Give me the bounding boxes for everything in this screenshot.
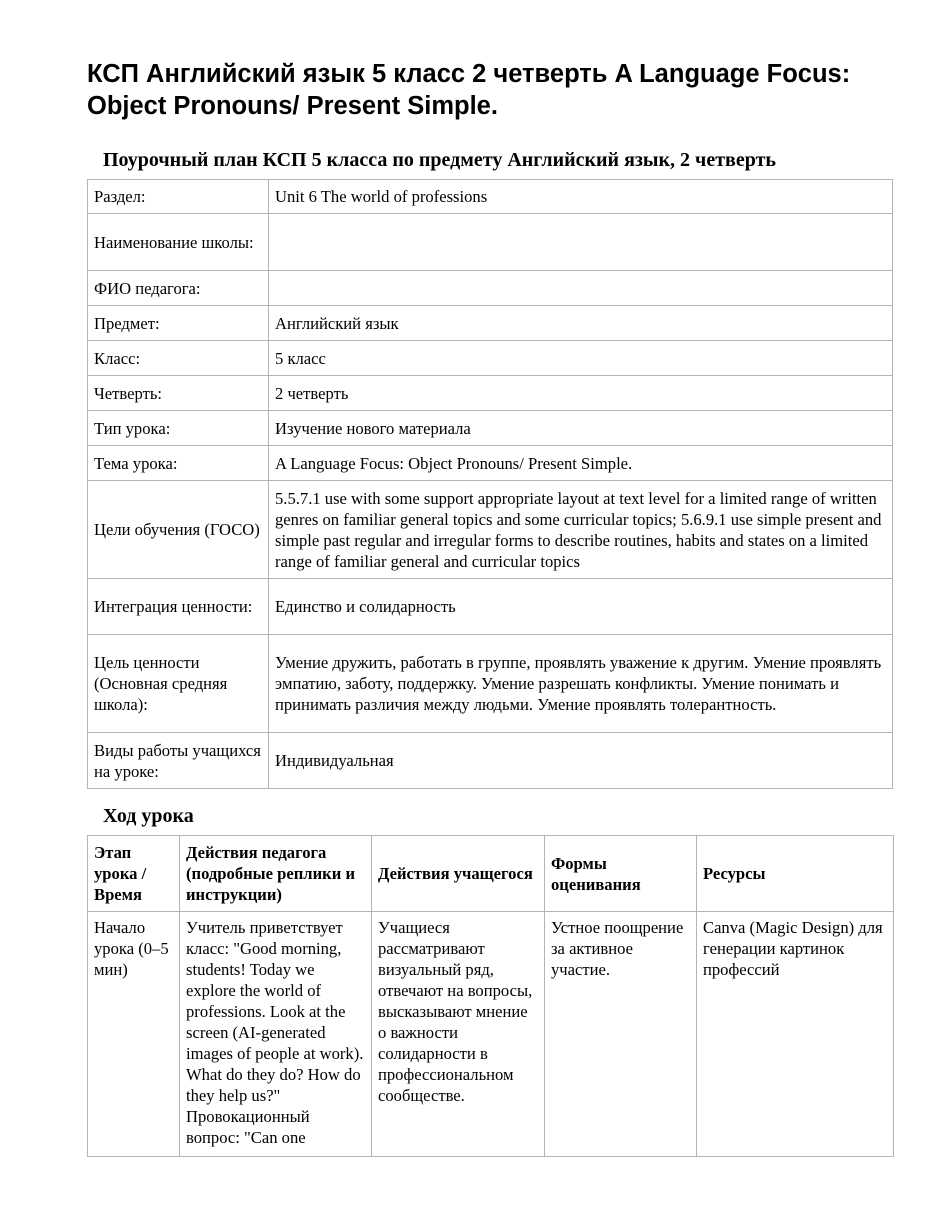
cell-assessment: Устное поощрение за активное участие. (545, 912, 697, 1157)
cell-resources: Canva (Magic Design) для генерации картинок профессий (697, 912, 894, 1157)
lesson-course-heading: Ход урока (103, 805, 194, 827)
row-label: Четверть: (88, 376, 269, 411)
column-header-student-actions: Действия учащегося (372, 836, 545, 912)
cell-teacher-actions: Учитель приветствует класс: "Good morning, students! Today we explore the world of professions. Look at the screen (AI-generated images of people at work). What do they do? How do they help us?" Провокационный вопрос: "Can one (180, 912, 372, 1157)
row-label: Тип урока: (88, 411, 269, 446)
column-header-teacher-actions: Действия педагога (подробные реплики и инструкции) (180, 836, 372, 912)
table-row (88, 481, 893, 579)
row-value: Единство и солидарность (269, 579, 893, 635)
row-value: 2 четверть (269, 376, 893, 411)
row-label: Тема урока: (88, 446, 269, 481)
row-value (269, 271, 893, 306)
table-header-row (88, 836, 894, 912)
table-row (88, 446, 893, 481)
row-value: Индивидуальная (269, 733, 893, 789)
column-header-assessment: Формы оценивания (545, 836, 697, 912)
row-value: 5 класс (269, 341, 893, 376)
table-row (88, 271, 893, 306)
row-label: Предмет: (88, 306, 269, 341)
row-value: Unit 6 The world of professions (269, 180, 893, 214)
table-row (88, 411, 893, 446)
table-row (88, 341, 893, 376)
row-value (269, 214, 893, 271)
cell-stage: Начало урока (0–5 мин) (88, 912, 180, 1157)
row-value: 5.5.7.1 use with some support appropriate layout at text level for a limited range of written genres on familiar general topics and some curricular topics; 5.6.9.1 use simple present and simple past regular and irregular forms to describe routines, habits and states on a limited range of familiar general and curricular topics (269, 481, 893, 579)
plan-heading: Поурочный план КСП 5 класса по предмету Английский язык, 2 четверть (103, 149, 776, 171)
row-label: Цели обучения (ГОСО) (88, 481, 269, 579)
table-row (88, 635, 893, 733)
row-value: Умение дружить, работать в группе, проявлять уважение к другим. Умение проявлять эмпатию, заботу, поддержку. Умение разрешать конфликты. Умение понимать и принимать различия между людьми. Умение проявлять толерантность. (269, 635, 893, 733)
document-title: КСП Английский язык 5 класс 2 четверть A Language Focus: Object Pronouns/ Present Simple. (87, 60, 851, 120)
row-label: Наименование школы: (88, 214, 269, 271)
table-row (88, 306, 893, 341)
lesson-course-table (87, 835, 894, 1157)
cell-student-actions: Учащиеся рассматривают визуальный ряд, отвечают на вопросы, высказывают мнение о важности солидарности в профессиональном сообществе. (372, 912, 545, 1157)
column-header-resources: Ресурсы (697, 836, 894, 912)
table-row (88, 912, 894, 1157)
table-row (88, 376, 893, 411)
table-row (88, 180, 893, 214)
row-label: ФИО педагога: (88, 271, 269, 306)
row-label: Цель ценности (Основная средняя школа): (88, 635, 269, 733)
row-label: Раздел: (88, 180, 269, 214)
row-value: A Language Focus: Object Pronouns/ Present Simple. (269, 446, 893, 481)
table-row (88, 214, 893, 271)
lesson-info-table (87, 179, 893, 789)
row-value: Английский язык (269, 306, 893, 341)
table-row (88, 579, 893, 635)
table-row (88, 733, 893, 789)
column-header-stage: Этап урока / Время (88, 836, 180, 912)
row-value: Изучение нового материала (269, 411, 893, 446)
row-label: Виды работы учащихся на уроке: (88, 733, 269, 789)
row-label: Класс: (88, 341, 269, 376)
row-label: Интеграция ценности: (88, 579, 269, 635)
